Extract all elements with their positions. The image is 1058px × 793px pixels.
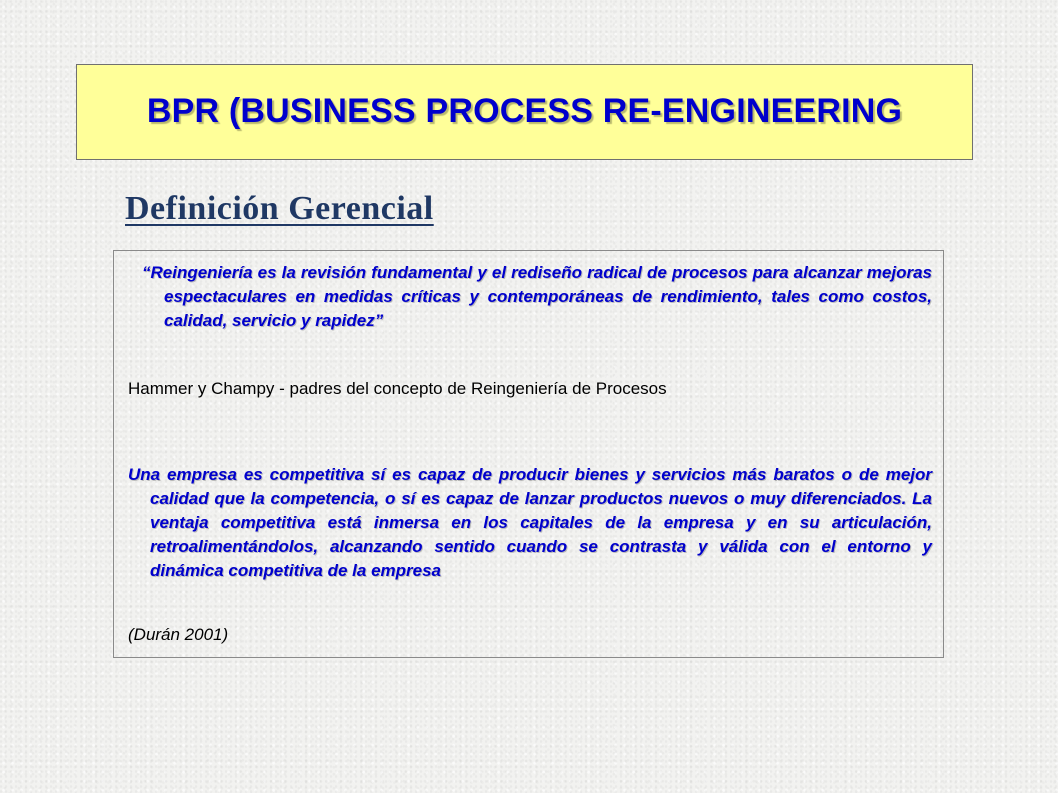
duran-quote: Una empresa es competitiva sí es capaz de producir bienes y servicios más baratos o de mejor calidad que la competencia, o sí es capaz de lanzar productos nuevos o muy diferenciados. La ventaja competitiva está inmersa en los capitales de la empresa y en su articulación, retroalimentándolos, alcanzando sentido cuando se contrasta y válida con el entorno y dinámica competitiva de la empresa (128, 465, 932, 580)
slide-subtitle: Definición Gerencial (125, 190, 434, 227)
content-box (113, 250, 944, 658)
hammer-champy-attribution: Hammer y Champy - padres del concepto de Reingeniería de Procesos (128, 379, 667, 398)
hammer-champy-quote: “Reingeniería es la revisión fundamental y el rediseño radical de procesos para alcanzar mejoras espectaculares en medidas críticas y contemporáneas de rendimiento, tales como costos, calidad, servicio y rapidez” (142, 263, 932, 330)
duran-attribution: (Durán 2001) (128, 625, 229, 644)
slide-title: BPR (BUSINESS PROCESS RE-ENGINEERING (146, 91, 903, 130)
title-box (76, 64, 973, 160)
